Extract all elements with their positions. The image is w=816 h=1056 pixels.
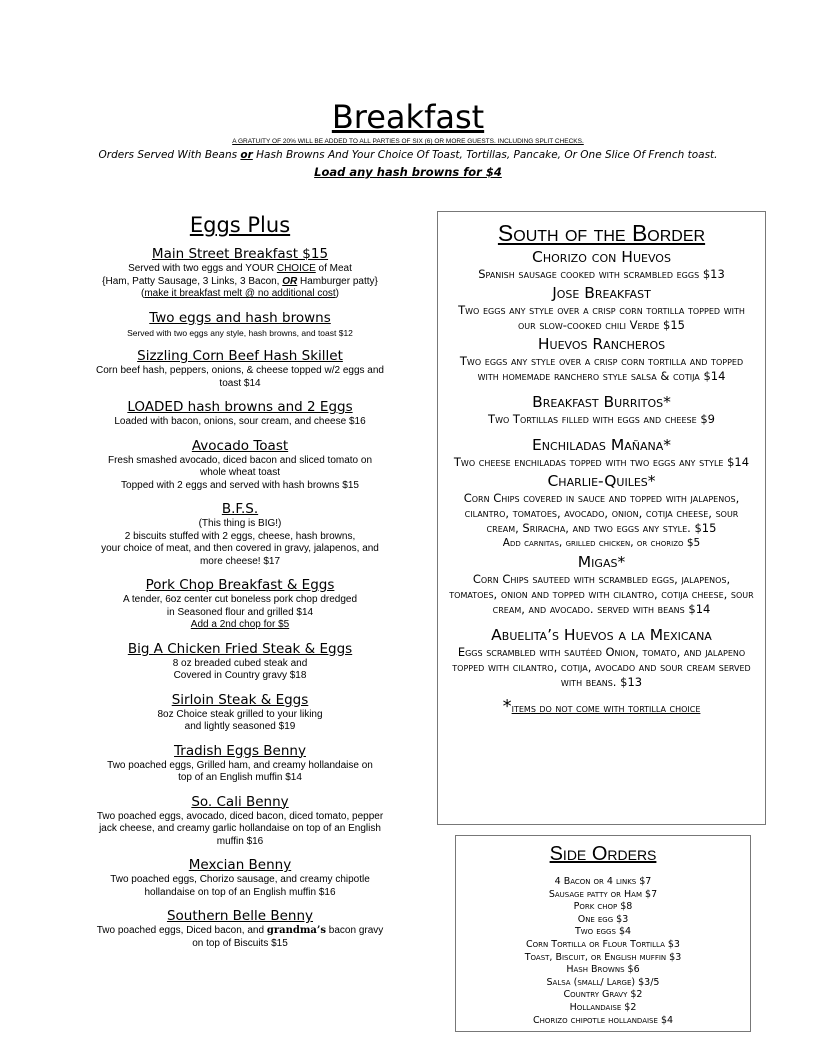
gratuity-notice: A GRATUITY OF 20% WILL BE ADDED TO ALL PARTIES OF SIX (6) OR MORE GUESTS. INCLUDING SPLIT CHECKS. — [232, 138, 584, 145]
eggs-plus-title: Eggs Plus — [189, 213, 291, 237]
side-item: Hollandaise $2 — [569, 1001, 637, 1013]
side-item: Corn Tortilla or Flour Tortilla $3 — [526, 938, 680, 950]
menu-item-chicken-fried-steak: Big A Chicken Fried Steak & Eggs 8 oz breaded cubed steak and Covered in Country gravy $18 — [127, 640, 353, 681]
menu-item-sirloin: Sirloin Steak & Eggs 8oz Choice steak grilled to your liking and lightly seasoned $19 — [157, 691, 323, 732]
south-of-the-border-title: South of the Border — [497, 220, 706, 246]
menu-item-sizzling-skillet: Sizzling Corn Beef Hash Skillet Corn beef hash, peppers, onions, & cheese topped w/2 eggs and toast $14 — [96, 348, 384, 389]
menu-item-main-street: Main Street Breakfast $15 Served with two eggs and YOUR CHOICE of Meat {Ham, Patty Sausage, 3 Links, 3 Bacon, OR Hamburger patty} (make it breakfast melt @ no additional cost) — [102, 246, 378, 299]
south-of-the-border-box — [437, 211, 766, 825]
menu-item-two-eggs: Two eggs and hash browns Served with two eggs any style, hash browns, and toast $12 — [127, 309, 353, 338]
sb-item-enchiladas: Enchiladas Mañana* Two cheese enchiladas topped with two eggs any style $14 — [453, 436, 750, 469]
sb-item-chorizo: Chorizo con Huevos Spanish sausage cooked with scrambled eggs $13 — [478, 248, 725, 281]
sb-item-rancheros: Huevos Rancheros Two eggs any style over a crisp corn tortilla and topped with homemade ranchero style salsa & cotija $14 — [459, 335, 744, 383]
orders-note: Orders Served With Beans or Hash Browns And Your Choice Of Toast, Tortillas, Pancake, Or One Slice Of French toast. — [98, 149, 718, 161]
menu-header — [0, 98, 816, 179]
side-item: Two eggs $4 — [574, 926, 632, 938]
side-item: Toast, Biscuit, or English muffin $3 — [524, 951, 682, 963]
side-item: 4 Bacon or 4 links $7 — [554, 876, 652, 887]
side-item: Sausage patty or Ham $7 — [548, 888, 658, 900]
side-item: One egg $3 — [577, 913, 629, 925]
side-item: Pork chop $8 — [573, 901, 633, 913]
menu-item-bfs: B.F.S. (This thing is BIG!) 2 biscuits stuffed with 2 eggs, cheese, hash browns, your choice of meat, and then covered in gravy, jalapenos, and more cheese! $17 — [101, 501, 379, 567]
menu-item-mexcian-benny: Mexcian Benny Two poached eggs, Chorizo sausage, and creamy chipotle hollandaise on top of an English muffin $16 — [110, 857, 370, 898]
eggs-plus-section — [92, 212, 388, 959]
sb-item-abuelitas: Abuelita’s Huevos a la Mexicana Eggs scrambled with sautéed Onion, tomato, and jalapeno topped with cilantro, cotija, avocado and sour cream served with beans. $13 — [452, 626, 751, 689]
menu-item-loaded-hash: LOADED hash browns and 2 Eggs Loaded with bacon, onions, sour cream, and cheese $16 — [114, 399, 366, 427]
side-item: Hash Browns $6 — [566, 964, 640, 976]
menu-item-pork-chop: Pork Chop Breakfast & Eggs A tender, 6oz center cut boneless pork chop dredged in Seasoned flour and grilled $14 Add a 2nd chop for $5 — [122, 577, 358, 630]
menu-item-southern-belle-benny: Southern Belle Benny Two poached eggs, Diced bacon, and grandma’s bacon gravy on top of Biscuits $15 — [96, 908, 384, 949]
side-orders-title: Side Orders — [549, 843, 657, 865]
menu-item-tradish-benny: Tradish Eggs Benny Two poached eggs, Grilled ham, and creamy hollandaise on top of an English muffin $14 — [107, 742, 373, 783]
load-hash-browns-note: Load any hash browns for $4 — [314, 165, 502, 179]
side-orders-box — [455, 835, 751, 1032]
sb-item-migas: Migas* Corn Chips sauteed with scrambled eggs, jalapenos, tomatoes, onion and topped with cilantro, cotija cheese, sour cream, and avocado. served with beans $14 — [449, 553, 754, 616]
menu-item-so-cali-benny: So. Cali Benny Two poached eggs, avocado, diced bacon, diced tomato, pepper jack cheese, and creamy garlic hollandaise on top of an English muffin $16 — [96, 793, 384, 847]
menu-item-avocado-toast: Avocado Toast Fresh smashed avocado, diced bacon and sliced tomato on whole wheat toast Topped with 2 eggs and served with hash browns $15 — [107, 437, 373, 491]
sb-item-jose: Jose Breakfast Two eggs any style over a crisp corn tortilla topped with our slow-cooked chili Verde $15 — [458, 284, 745, 332]
side-item: Salsa (small/ Large) $3/5 — [546, 976, 660, 988]
sb-item-burritos: Breakfast Burritos* Two Tortillas filled with eggs and cheese $9 — [488, 393, 715, 426]
tortilla-footnote: *items do not come with tortilla choice — [502, 696, 701, 717]
side-item: Chorizo chipotle hollandaise $4 — [532, 1014, 674, 1026]
sb-item-charlie-quiles: Charlie-Quiles* Corn Chips covered in sauce and topped with jalapenos, cilantro, tomatoes, avocado, onion, cotija cheese, sour cream, Sriracha, and two eggs any style. $15 Add carnitas, grilled chicken, or chorizo $5 — [463, 472, 740, 549]
page-title: Breakfast — [331, 98, 485, 136]
side-item: Country Gravy $2 — [563, 989, 643, 1001]
